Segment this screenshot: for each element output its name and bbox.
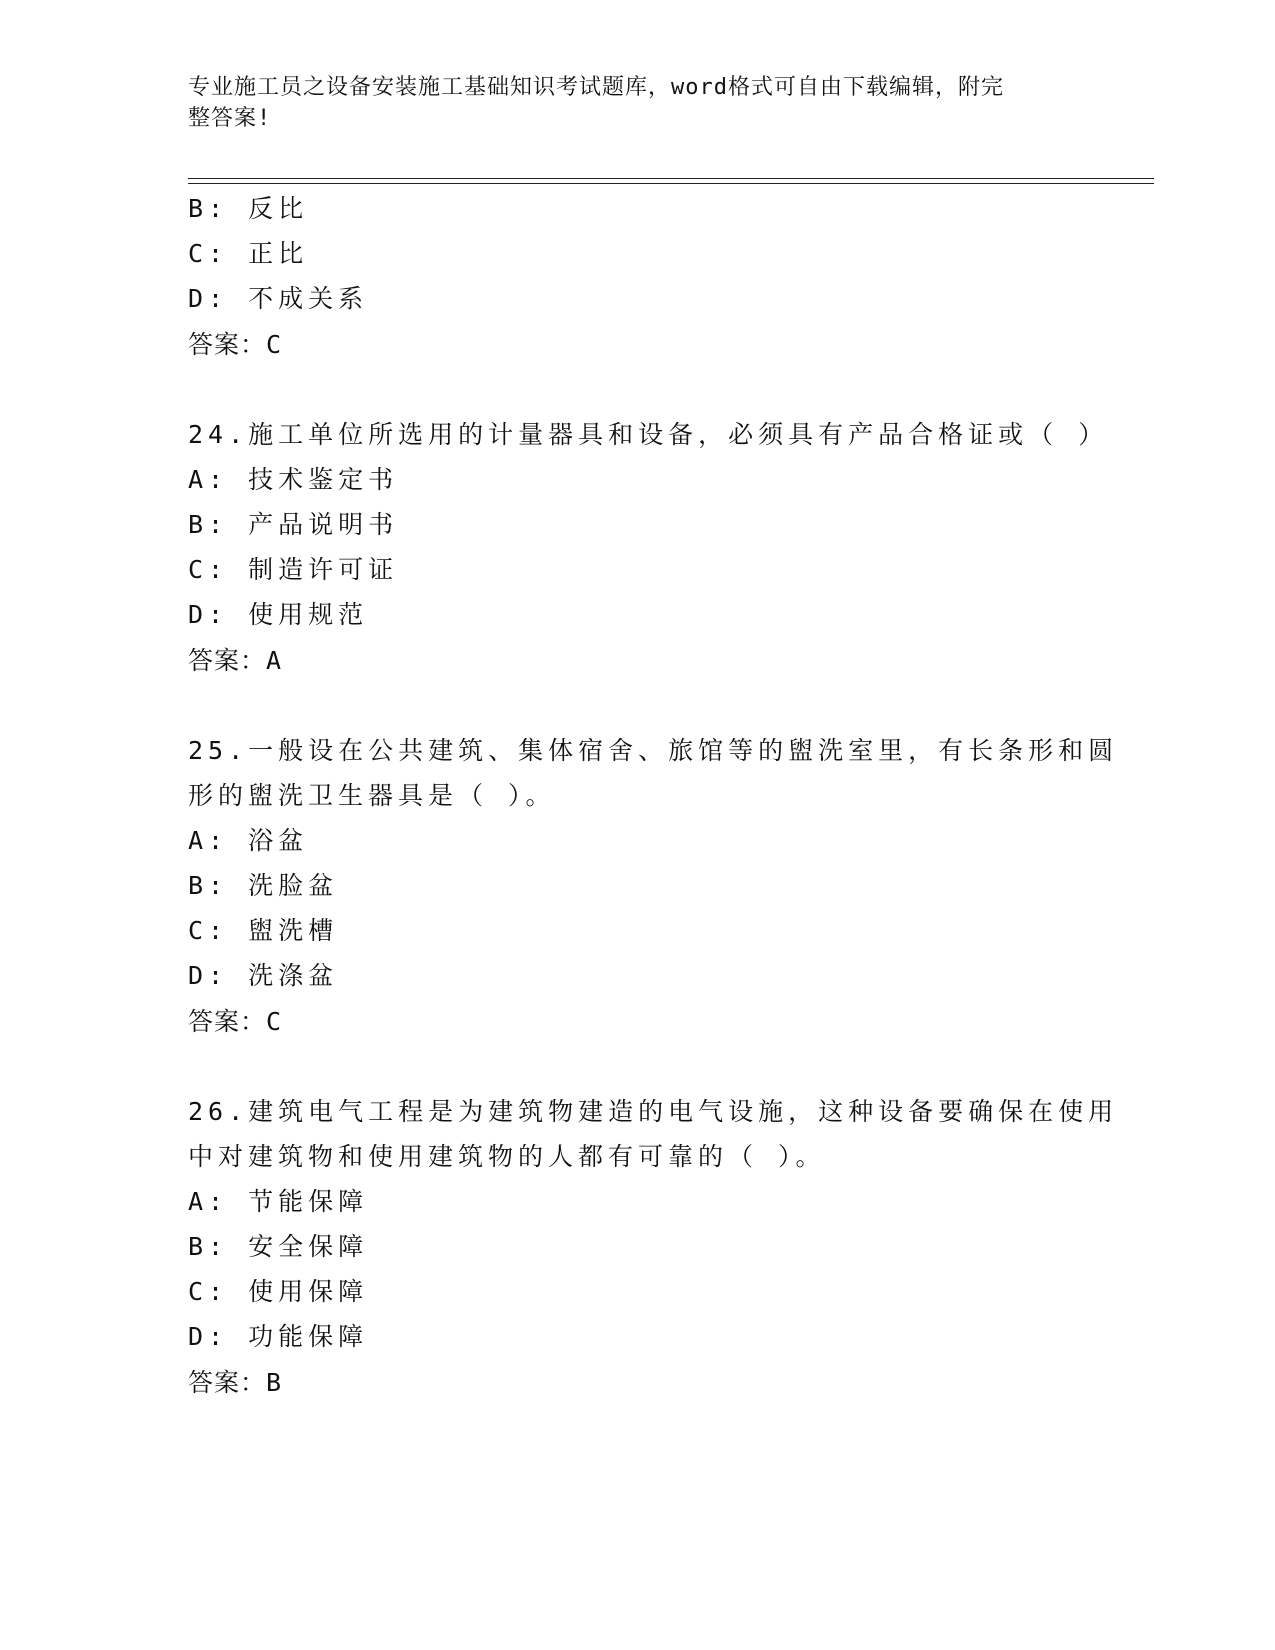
option-a: A: 技术鉴定书 bbox=[188, 465, 399, 494]
option-d: D: 功能保障 bbox=[188, 1322, 369, 1351]
question-stem-continued: 中对建筑物和使用建筑物的人都有可靠的（ ）。 bbox=[188, 1142, 826, 1171]
header-divider-top bbox=[188, 178, 1154, 179]
document-header bbox=[188, 72, 1068, 134]
header-line-2: 整答案! bbox=[188, 106, 272, 131]
option-c: C: 制造许可证 bbox=[188, 555, 399, 584]
answer-line: 答案：A bbox=[188, 646, 283, 675]
question-stem-continued: 形的盥洗卫生器具是（ ）。 bbox=[188, 781, 556, 810]
header-line-1: 专业施工员之设备安装施工基础知识考试题库，word格式可自由下载编辑，附完 bbox=[188, 75, 1004, 100]
answer-line: 答案：B bbox=[188, 1368, 283, 1397]
option-a: A: 浴盆 bbox=[188, 826, 309, 855]
option-d: D: 洗涤盆 bbox=[188, 961, 339, 990]
header-divider-bottom bbox=[188, 183, 1154, 184]
option-b: B: 反比 bbox=[188, 194, 309, 223]
question-stem: 24.施工单位所选用的计量器具和设备，必须具有产品合格证或（ ） bbox=[188, 420, 1109, 449]
option-d: D: 不成关系 bbox=[188, 284, 369, 313]
answer-line: 答案：C bbox=[188, 330, 283, 359]
option-c: C: 使用保障 bbox=[188, 1277, 369, 1306]
question-stem: 25.一般设在公共建筑、集体宿舍、旅馆等的盥洗室里，有长条形和圆 bbox=[188, 736, 1119, 765]
option-d: D: 使用规范 bbox=[188, 600, 369, 629]
option-c: C: 正比 bbox=[188, 239, 309, 268]
option-b: B: 洗脸盆 bbox=[188, 871, 339, 900]
option-c: C: 盥洗槽 bbox=[188, 916, 339, 945]
option-a: A: 节能保障 bbox=[188, 1187, 369, 1216]
question-stem: 26.建筑电气工程是为建筑物建造的电气设施，这种设备要确保在使用 bbox=[188, 1097, 1119, 1126]
option-b: B: 安全保障 bbox=[188, 1232, 369, 1261]
answer-line: 答案：C bbox=[188, 1007, 283, 1036]
option-b: B: 产品说明书 bbox=[188, 510, 399, 539]
